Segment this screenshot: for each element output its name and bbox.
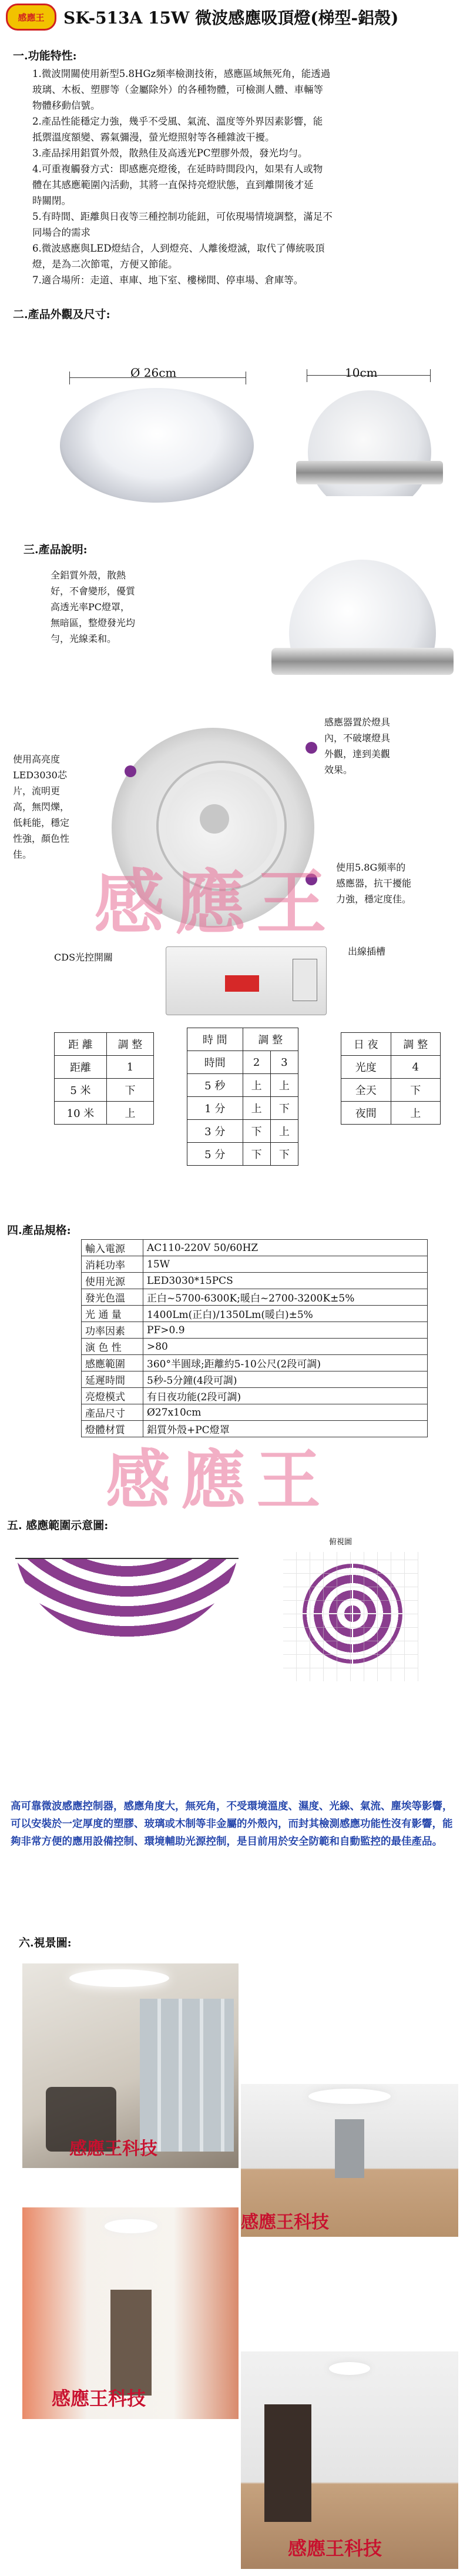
spec-value: 有日夜功能(2段可調) xyxy=(143,1388,428,1404)
callout-line: 高透光率PC燈罩， xyxy=(51,601,130,613)
feature-line: 1.微波開關使用新型5.8HGz頻率檢測技術，感應區域無死角，能透過 xyxy=(32,68,331,79)
scene-watermark: 感應王科技 xyxy=(288,2537,382,2560)
terminal-label: 出線插槽 xyxy=(348,946,386,957)
cds-label: CDS光控開關 xyxy=(54,952,113,963)
spec-value: 正白~5700-6300K;暖白~2700-3200K±5% xyxy=(143,1289,428,1306)
pointer-dot xyxy=(306,742,317,754)
spec-value: 1400Lm(正白)/1350Lm(暖白)±5% xyxy=(143,1306,428,1322)
diameter-label: Ø 26cm xyxy=(130,366,177,380)
section-specs-title: 四.產品規格: xyxy=(7,1224,71,1237)
spec-label: 輸入電源 xyxy=(82,1240,143,1256)
page-header xyxy=(0,0,470,34)
callout-line: 低耗能，穩定 xyxy=(13,817,70,828)
watermark-text: 感應王 xyxy=(106,1443,331,1518)
section-dimensions-title: 二.產品外觀及尺寸: xyxy=(13,308,110,321)
spec-label: 燈體材質 xyxy=(82,1421,143,1437)
spec-row xyxy=(82,1289,428,1306)
distance-table: 距 離 調 整 距離 1 5 米 下 10 米 上 xyxy=(54,1032,154,1125)
spec-label: 產品尺寸 xyxy=(82,1404,143,1421)
spec-row xyxy=(82,1240,428,1256)
scene-photo xyxy=(22,2207,239,2419)
callout-line: 效果。 xyxy=(324,764,353,775)
callout-led xyxy=(13,751,69,862)
range-top-label: 俯視圖 xyxy=(329,1538,352,1547)
callout-line: 內，不破壞燈具 xyxy=(324,732,391,744)
lamp-description-image xyxy=(266,560,459,677)
callout-line: 外觀，達到美觀 xyxy=(324,748,391,760)
spec-label: 感應範圍 xyxy=(82,1355,143,1371)
spec-row xyxy=(82,1273,428,1289)
sensor-module-image xyxy=(166,946,327,1015)
spec-row xyxy=(82,1322,428,1339)
spec-value: PF>0.9 xyxy=(143,1322,428,1339)
callout-line: 勻，光線柔和。 xyxy=(51,633,117,644)
spec-label: 使用光源 xyxy=(82,1273,143,1289)
spec-value: Ø27x10cm xyxy=(143,1404,428,1421)
feature-line: 6.微波感應與LED燈結合，人到燈亮、人離後燈滅，取代了傳統吸頂 xyxy=(32,243,325,254)
feature-line: 體在其感應範圍內活動，其將一直保持亮燈狀態，直到離開後才延 xyxy=(32,179,314,190)
callout-housing xyxy=(51,567,135,647)
feature-line: 時關閉。 xyxy=(32,195,71,206)
scene-photo xyxy=(22,1963,239,2168)
spec-row xyxy=(82,1339,428,1355)
lamp-side-image xyxy=(284,390,455,496)
feature-line: 5.有時間、距離與日夜等三種控制功能鈕，可依現場情境調整，滿足不 xyxy=(32,211,333,222)
spec-label: 發光色溫 xyxy=(82,1289,143,1306)
range-side-view xyxy=(15,1558,239,1640)
spec-label: 亮燈模式 xyxy=(82,1388,143,1404)
scene-photo xyxy=(241,2351,458,2569)
callout-line: 使用5.8G頻率的 xyxy=(336,862,406,873)
spec-row xyxy=(82,1355,428,1371)
callout-line: 感應器，抗干擾能 xyxy=(336,878,412,889)
spec-row xyxy=(82,1388,428,1404)
spec-value: LED3030*15PCS xyxy=(143,1273,428,1289)
spec-value: >80 xyxy=(143,1339,428,1355)
height-label: 10cm xyxy=(345,366,378,380)
spec-table xyxy=(81,1239,428,1437)
section-features-title: 一.功能特性: xyxy=(13,49,77,62)
brand-logo: 感應王 xyxy=(6,4,56,31)
time-table: 時 間 調 整 時間 2 3 5 秒 上 上 1 分 上 下 3 分 下 上 5 分 下 下 xyxy=(187,1028,298,1166)
scene-watermark: 感應王科技 xyxy=(69,2139,157,2159)
callout-line: 高，無閃爍， xyxy=(13,801,70,812)
spec-value: 15W xyxy=(143,1256,428,1273)
feature-line: 物體移動信號。 xyxy=(32,100,100,111)
callout-line: LED3030芯 xyxy=(13,770,67,781)
pointer-dot xyxy=(125,765,136,777)
callout-line: 無暗區，整燈發光均 xyxy=(51,617,136,628)
feature-line: 4.可重複觸發方式：即感應亮燈後，在延時時間段內，如果有人或物 xyxy=(32,163,323,175)
section-scenes-title: 六.視景圖: xyxy=(19,1936,72,1949)
spec-label: 光 通 量 xyxy=(82,1306,143,1322)
daynight-table: 日 夜 調 整 光度 4 全天 下 夜間 上 xyxy=(341,1032,441,1125)
feature-line: 玻璃、木板、塑膠等（金屬除外）的各種物體，可檢測人體、車輛等 xyxy=(32,84,323,95)
spec-row xyxy=(82,1306,428,1322)
spec-row xyxy=(82,1371,428,1388)
callout-line: 片，流明更 xyxy=(13,785,61,797)
lamp-front-image xyxy=(60,388,254,503)
spec-label: 延遲時間 xyxy=(82,1371,143,1388)
spec-value: AC110-220V 50/60HZ xyxy=(143,1240,428,1256)
section-description-title: 三.產品說明: xyxy=(24,543,88,556)
scene-watermark: 感應王科技 xyxy=(52,2387,146,2410)
spec-value: 360°半圓球;距離約5-10公尺(2段可調) xyxy=(143,1355,428,1371)
page-title: SK-513A 15W 微波感應吸頂燈(梯型-鋁殼) xyxy=(63,8,399,28)
product-description: 高可靠微波感應控制器，感應角度大，無死角，不受環境溫度、濕度、光線、氣流、塵埃等影響，可以安裝於一定厚度的塑膠、玻璃或木制等非金屬的外殼內，而封其檢測感應功能性沒有影響，能夠非常方便的應用設備控制、環境輔助光源控制，是目前用於安全防範和自動監控的最佳產品。 xyxy=(11,1801,453,1848)
callout-line: 全鋁質外殼，散熱 xyxy=(51,570,126,581)
callout-line: 佳。 xyxy=(13,849,32,860)
range-grid xyxy=(283,1552,418,1681)
feature-line: 燈，是為二次節電，方便又節能。 xyxy=(32,259,178,270)
watermark-text: 感應王 xyxy=(94,862,337,944)
spec-label: 消耗功率 xyxy=(82,1256,143,1273)
callout-line: 感應器置於燈具 xyxy=(324,717,391,728)
spec-row xyxy=(82,1256,428,1273)
spec-row xyxy=(82,1404,428,1421)
feature-line: 2.產品性能穩定力強，幾乎不受風、氣流、溫度等外界因素影響，能 xyxy=(32,116,323,127)
features-list xyxy=(32,66,444,288)
callout-line: 好，不會變形，優質 xyxy=(51,586,136,597)
feature-line: 抵禦溫度額變、霧氣彌漫，螢光燈照射等各種雜波干擾。 xyxy=(32,132,275,143)
scene-watermark: 感應王科技 xyxy=(241,2212,329,2233)
spec-label: 演 色 性 xyxy=(82,1339,143,1355)
callout-line: 力強，穩定度佳。 xyxy=(336,894,412,905)
spec-value: 鋁質外殼+PC燈罩 xyxy=(143,1421,428,1437)
feature-line: 同場合的需求 xyxy=(32,227,90,238)
callout-line: 使用高亮度 xyxy=(13,754,61,765)
scene-photo xyxy=(241,2084,458,2237)
dimension-figure xyxy=(54,329,454,506)
callout-detector xyxy=(324,714,390,778)
feature-line: 7.適合場所：走道、車庫、地下室、樓梯間、停車場、倉庫等。 xyxy=(32,275,304,286)
section-range-title: 五. 感應範圍示意圖: xyxy=(7,1519,109,1532)
spec-label: 功率因素 xyxy=(82,1322,143,1339)
callout-module xyxy=(336,859,411,907)
callout-line: 性強，顏色性 xyxy=(13,833,70,844)
spec-value: 5秒-5分鐘(4段可調) xyxy=(143,1371,428,1388)
feature-line: 3.產品採用鋁質外殼，散熱佳及高透光PC塑膠外殼，發光均勻。 xyxy=(32,148,308,159)
